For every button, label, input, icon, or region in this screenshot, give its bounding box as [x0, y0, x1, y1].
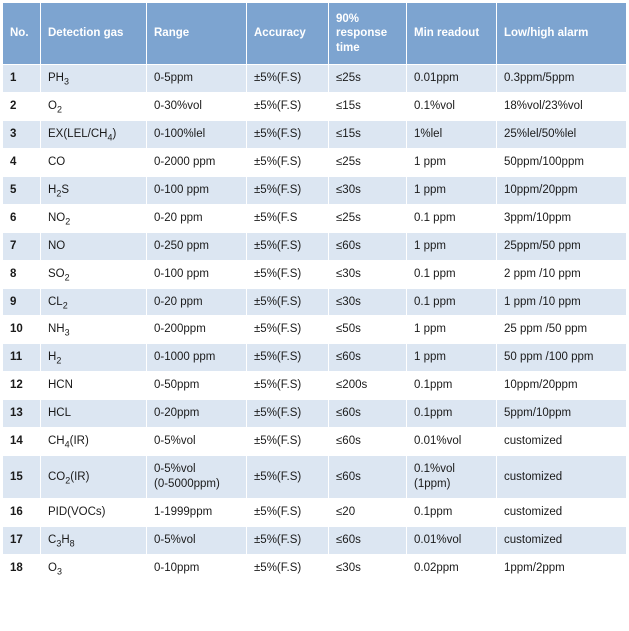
cell-detection-gas: $O_2$: [41, 92, 147, 120]
table-row: [3, 204, 627, 232]
table-header-row: [3, 3, 627, 65]
cell-no: 5: [3, 176, 41, 204]
cell-response-time: ≤30s: [329, 260, 407, 288]
cell-no: 1: [3, 65, 41, 93]
column-header-alarm: Low/high alarm: [497, 3, 627, 65]
cell-no: 17: [3, 526, 41, 554]
cell-alarm: 0.3ppm/5ppm: [497, 65, 627, 93]
cell-range-line2: (0-5000ppm): [154, 478, 220, 491]
cell-accuracy: ±5%(F.S): [247, 456, 329, 499]
cell-accuracy: ±5%(F.S): [247, 232, 329, 260]
cell-min-readout: [407, 456, 497, 499]
cell-alarm: customized: [497, 456, 627, 499]
table-row: [3, 92, 627, 120]
cell-min-readout: 0.01ppm: [407, 65, 497, 93]
cell-accuracy: ±5%(F.S): [247, 428, 329, 456]
cell-alarm: 5ppm/10ppm: [497, 400, 627, 428]
cell-range: 0-2000 ppm: [147, 148, 247, 176]
cell-alarm: customized: [497, 526, 627, 554]
cell-detection-gas: HCL: [41, 400, 147, 428]
column-header-accuracy: Accuracy: [247, 3, 329, 65]
cell-range: 0-100%lel: [147, 120, 247, 148]
cell-accuracy: ±5%(F.S): [247, 400, 329, 428]
table-row: [3, 526, 627, 554]
cell-no: 13: [3, 400, 41, 428]
cell-range: 0-100 ppm: [147, 260, 247, 288]
column-header-no: No.: [3, 3, 41, 65]
cell-range: 0-10ppm: [147, 554, 247, 582]
cell-min-readout: 0.02ppm: [407, 554, 497, 582]
cell-range: 0-30%vol: [147, 92, 247, 120]
cell-min-readout: 0.1 ppm: [407, 204, 497, 232]
cell-accuracy: ±5%(F.S: [247, 204, 329, 232]
cell-accuracy: ±5%(F.S): [247, 288, 329, 316]
table-row: [3, 344, 627, 372]
cell-response-time: ≤60s: [329, 344, 407, 372]
cell-detection-gas: $EX(LEL/CH_4)$: [41, 120, 147, 148]
cell-range: 0-20ppm: [147, 400, 247, 428]
cell-range: 0-5ppm: [147, 65, 247, 93]
cell-alarm: 10ppm/20ppm: [497, 372, 627, 400]
cell-range: 0-200ppm: [147, 316, 247, 344]
cell-alarm: 50ppm/100ppm: [497, 148, 627, 176]
cell-response-time: ≤60s: [329, 232, 407, 260]
table-row: [3, 65, 627, 93]
cell-no: 2: [3, 92, 41, 120]
cell-accuracy: ±5%(F.S): [247, 148, 329, 176]
cell-response-time: ≤60s: [329, 428, 407, 456]
cell-min-readout: 0.01%vol: [407, 526, 497, 554]
column-header-detection-gas: Detection gas: [41, 3, 147, 65]
table-row: [3, 456, 627, 499]
cell-accuracy: ±5%(F.S): [247, 316, 329, 344]
cell-min-readout: 1 ppm: [407, 176, 497, 204]
cell-alarm: 10ppm/20ppm: [497, 176, 627, 204]
cell-alarm: 3ppm/10ppm: [497, 204, 627, 232]
cell-detection-gas: $O_3$: [41, 554, 147, 582]
cell-accuracy: ±5%(F.S): [247, 120, 329, 148]
cell-response-time: ≤50s: [329, 316, 407, 344]
cell-readout-line1: 0.1%vol: [414, 463, 455, 476]
cell-alarm: 50 ppm /100 ppm: [497, 344, 627, 372]
cell-min-readout: 1 ppm: [407, 344, 497, 372]
cell-alarm: 18%vol/23%vol: [497, 92, 627, 120]
cell-range: 1-1999ppm: [147, 499, 247, 527]
cell-detection-gas: PID(VOCs): [41, 499, 147, 527]
cell-detection-gas: $H_2S$: [41, 176, 147, 204]
cell-range: 0-250 ppm: [147, 232, 247, 260]
cell-range-line1: 0-5%vol: [154, 463, 196, 476]
cell-no: 11: [3, 344, 41, 372]
cell-min-readout: 0.1 ppm: [407, 288, 497, 316]
cell-accuracy: ±5%(F.S): [247, 260, 329, 288]
cell-no: 9: [3, 288, 41, 316]
cell-no: 6: [3, 204, 41, 232]
cell-min-readout: 0.1ppm: [407, 372, 497, 400]
cell-detection-gas: HCN: [41, 372, 147, 400]
table-row: [3, 120, 627, 148]
cell-range: 0-100 ppm: [147, 176, 247, 204]
cell-no: 16: [3, 499, 41, 527]
cell-response-time: ≤60s: [329, 456, 407, 499]
cell-alarm: customized: [497, 428, 627, 456]
cell-detection-gas: NO: [41, 232, 147, 260]
cell-detection-gas: $NH_3$: [41, 316, 147, 344]
cell-detection-gas: $CH_4(IR)$: [41, 428, 147, 456]
cell-alarm: 25ppm/50 ppm: [497, 232, 627, 260]
table-row: [3, 400, 627, 428]
column-header-range: Range: [147, 3, 247, 65]
table-row: [3, 176, 627, 204]
cell-accuracy: ±5%(F.S): [247, 526, 329, 554]
cell-accuracy: ±5%(F.S): [247, 372, 329, 400]
cell-no: 14: [3, 428, 41, 456]
table-body: [3, 65, 627, 583]
cell-response-time: ≤25s: [329, 65, 407, 93]
cell-detection-gas: $PH_3$: [41, 65, 147, 93]
cell-response-time: ≤25s: [329, 148, 407, 176]
cell-accuracy: ±5%(F.S): [247, 176, 329, 204]
cell-range: 0-20 ppm: [147, 288, 247, 316]
table-row: [3, 554, 627, 582]
cell-alarm: 25 ppm /50 ppm: [497, 316, 627, 344]
cell-no: 10: [3, 316, 41, 344]
table-row: [3, 232, 627, 260]
cell-readout-line2: (1ppm): [414, 478, 451, 491]
cell-range: 0-20 ppm: [147, 204, 247, 232]
gas-detection-spec-table: [2, 2, 627, 583]
cell-min-readout: 1 ppm: [407, 316, 497, 344]
cell-detection-gas: $CO_2(IR)$: [41, 456, 147, 499]
cell-detection-gas: CO: [41, 148, 147, 176]
cell-detection-gas: $NO_2$: [41, 204, 147, 232]
cell-response-time: ≤30s: [329, 554, 407, 582]
cell-response-time: ≤20: [329, 499, 407, 527]
cell-min-readout: 0.1ppm: [407, 499, 497, 527]
cell-response-time: ≤25s: [329, 204, 407, 232]
cell-alarm: 1ppm/2ppm: [497, 554, 627, 582]
cell-no: 15: [3, 456, 41, 499]
cell-min-readout: 0.01%vol: [407, 428, 497, 456]
cell-detection-gas: $SO_2$: [41, 260, 147, 288]
column-header-min-readout: Min readout: [407, 3, 497, 65]
cell-min-readout: 1%lel: [407, 120, 497, 148]
table-header: [3, 3, 627, 65]
table-row: [3, 499, 627, 527]
cell-min-readout: 0.1%vol: [407, 92, 497, 120]
cell-range: 0-50ppm: [147, 372, 247, 400]
cell-no: 4: [3, 148, 41, 176]
cell-response-time: ≤60s: [329, 400, 407, 428]
cell-accuracy: ±5%(F.S): [247, 344, 329, 372]
cell-detection-gas: $H_2$: [41, 344, 147, 372]
cell-response-time: ≤15s: [329, 120, 407, 148]
cell-response-time: ≤60s: [329, 526, 407, 554]
table-row: [3, 260, 627, 288]
table-row: [3, 316, 627, 344]
cell-range: 0-1000 ppm: [147, 344, 247, 372]
table-row: [3, 428, 627, 456]
table-row: [3, 148, 627, 176]
cell-range: 0-5%vol: [147, 428, 247, 456]
cell-no: 7: [3, 232, 41, 260]
cell-accuracy: ±5%(F.S): [247, 499, 329, 527]
cell-alarm: 1 ppm /10 ppm: [497, 288, 627, 316]
cell-min-readout: 0.1ppm: [407, 400, 497, 428]
cell-range: 0-5%vol: [147, 526, 247, 554]
cell-alarm: customized: [497, 499, 627, 527]
cell-response-time: ≤30s: [329, 288, 407, 316]
cell-accuracy: ±5%(F.S): [247, 554, 329, 582]
cell-response-time: ≤30s: [329, 176, 407, 204]
cell-accuracy: ±5%(F.S): [247, 92, 329, 120]
cell-response-time: ≤15s: [329, 92, 407, 120]
cell-min-readout: 1 ppm: [407, 232, 497, 260]
cell-no: 18: [3, 554, 41, 582]
table-row: [3, 288, 627, 316]
cell-min-readout: 1 ppm: [407, 148, 497, 176]
cell-alarm: 25%lel/50%lel: [497, 120, 627, 148]
cell-no: 8: [3, 260, 41, 288]
cell-response-time: ≤200s: [329, 372, 407, 400]
cell-accuracy: ±5%(F.S): [247, 65, 329, 93]
cell-detection-gas: $CL_2$: [41, 288, 147, 316]
cell-range: [147, 456, 247, 499]
cell-detection-gas: $C_3H_8$: [41, 526, 147, 554]
cell-alarm: 2 ppm /10 ppm: [497, 260, 627, 288]
column-header-response-time: 90% response time: [329, 3, 407, 65]
table-row: [3, 372, 627, 400]
cell-no: 3: [3, 120, 41, 148]
cell-no: 12: [3, 372, 41, 400]
cell-min-readout: 0.1 ppm: [407, 260, 497, 288]
